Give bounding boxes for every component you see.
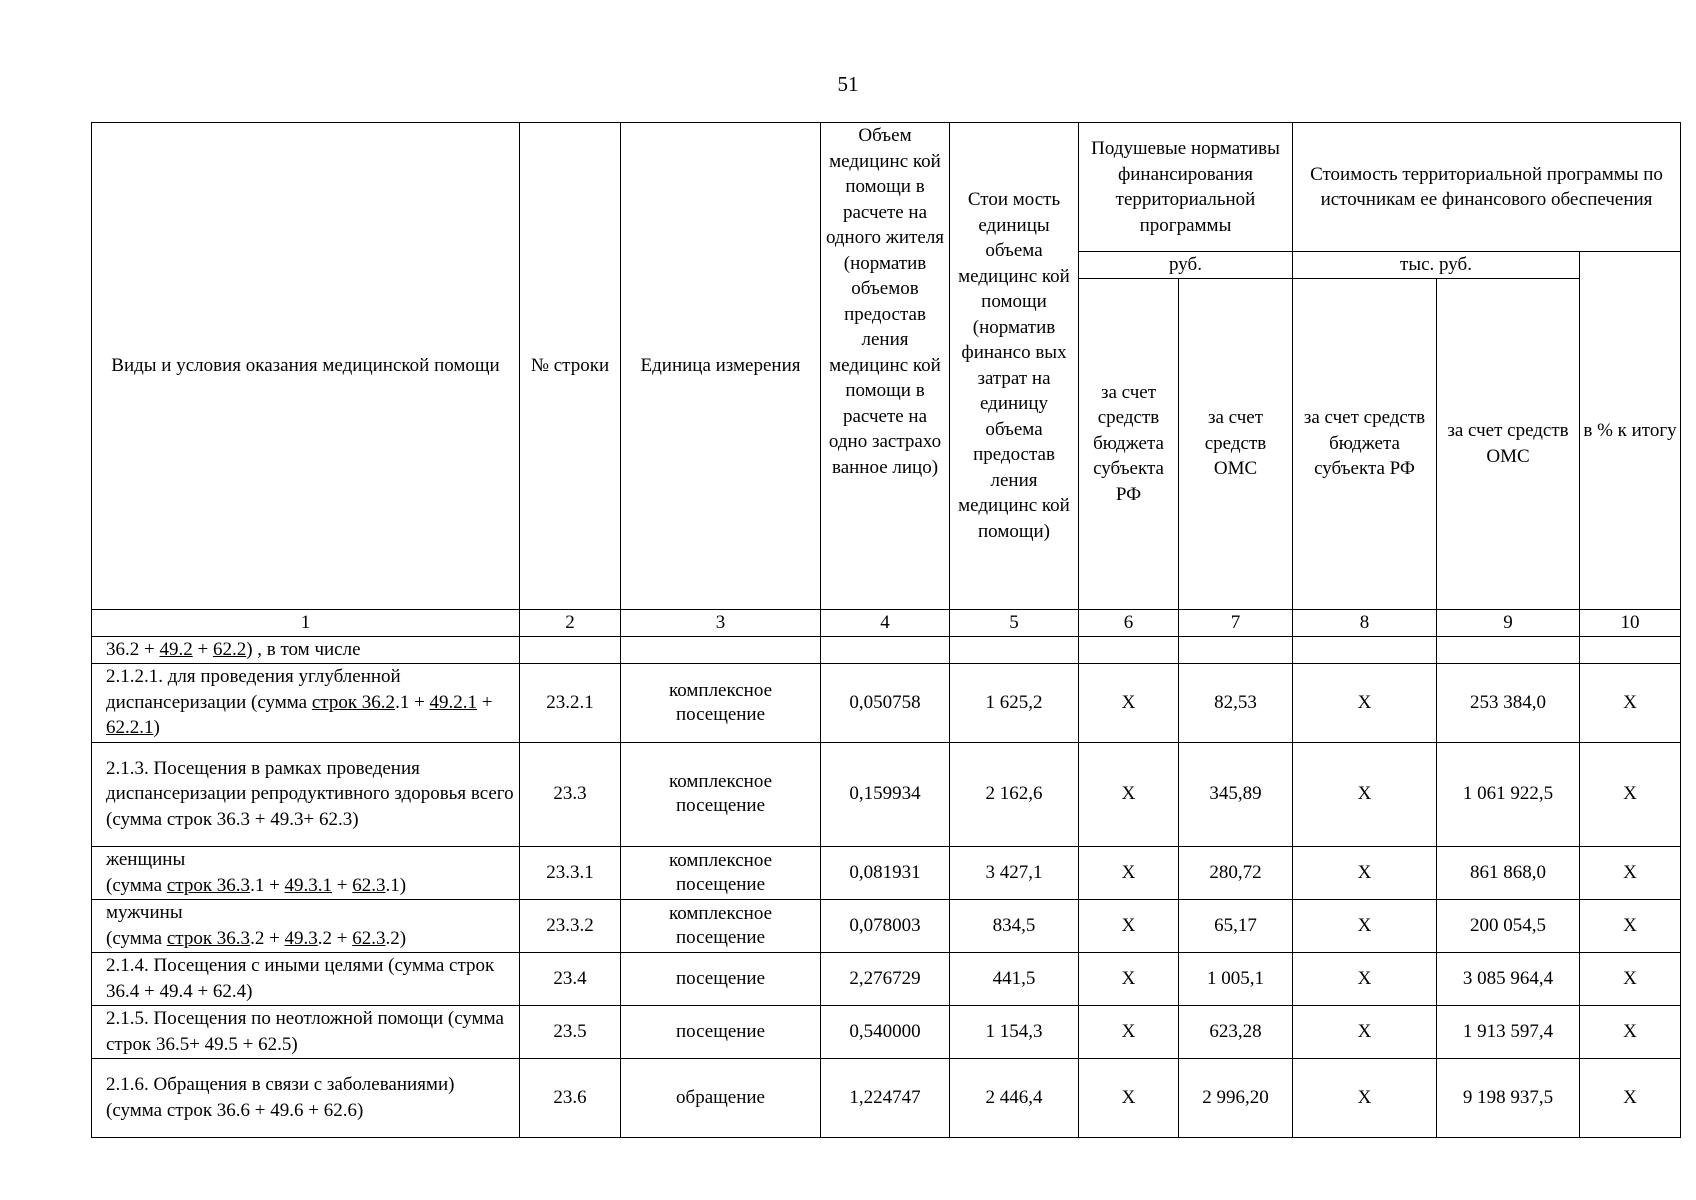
row-unit-cost: 2 446,4	[950, 1058, 1079, 1137]
row-budget-thous: Х	[1293, 952, 1437, 1005]
row-name: 2.1.3. Посещения в рамках проведения диспансеризации репродуктивного здоровья всего (сумма строк 36.3 + 49.3+ 62.3)	[92, 742, 520, 846]
row-volume: 0,081931	[821, 846, 950, 899]
column-number: 1	[92, 609, 520, 636]
row-oms-rub: 623,28	[1179, 1005, 1293, 1058]
row-budget-rub: Х	[1079, 742, 1179, 846]
row-name: женщины (сумма строк 36.3.1 + 49.3.1 + 62.3.1)	[92, 846, 520, 899]
row-percent: Х	[1580, 899, 1681, 952]
row-unit: посещение	[621, 1005, 821, 1058]
column-number: 9	[1437, 609, 1580, 636]
table-header	[92, 123, 1681, 610]
row-oms-rub: 280,72	[1179, 846, 1293, 899]
header-col-budget-rub: за счет средств бюджета субъекта РФ	[1079, 278, 1179, 609]
header-unit-thous-rub: тыс. руб.	[1293, 252, 1580, 279]
row-unit: посещение	[621, 952, 821, 1005]
table-row	[92, 952, 1681, 1005]
row-budget-rub: Х	[1079, 846, 1179, 899]
table-row	[92, 1005, 1681, 1058]
header-col-unit: Единица измерения	[621, 123, 821, 610]
row-budget-rub: Х	[1079, 899, 1179, 952]
row-percent: Х	[1580, 742, 1681, 846]
header-col-budget-thous: за счет средств бюджета субъекта РФ	[1293, 278, 1437, 609]
row-oms-thous: 3 085 964,4	[1437, 952, 1580, 1005]
row-oms-thous: 861 868,0	[1437, 846, 1580, 899]
row-name: 2.1.4. Посещения с иными целями (сумма строк 36.4 + 49.4 + 62.4)	[92, 952, 520, 1005]
row-budget-thous: Х	[1293, 899, 1437, 952]
column-number-row	[92, 609, 1681, 636]
row-unit: комплексное посещение	[621, 899, 821, 952]
row-name-continuation: 36.2 + 49.2 + 62.2) , в том числе	[92, 636, 520, 663]
row-oms-thous: 1 061 922,5	[1437, 742, 1580, 846]
row-budget-thous: Х	[1293, 1058, 1437, 1137]
row-oms-thous: 1 913 597,4	[1437, 1005, 1580, 1058]
row-unit-cost: 1 154,3	[950, 1005, 1079, 1058]
row-unit: обращение	[621, 1058, 821, 1137]
row-percent: Х	[1580, 846, 1681, 899]
row-volume: 0,050758	[821, 663, 950, 742]
header-col-percent: в % к итогу	[1580, 252, 1681, 610]
row-oms-rub: 82,53	[1179, 663, 1293, 742]
row-line-number: 23.3.1	[520, 846, 621, 899]
row-volume: 1,224747	[821, 1058, 950, 1137]
column-number: 10	[1580, 609, 1681, 636]
row-line-number: 23.6	[520, 1058, 621, 1137]
header-col-kind: Виды и условия оказания медицинской помощи	[92, 123, 520, 610]
row-name: мужчины (сумма строк 36.3.2 + 49.3.2 + 62.3.2)	[92, 899, 520, 952]
row-oms-rub: 345,89	[1179, 742, 1293, 846]
header-unit-rub: руб.	[1079, 252, 1293, 279]
row-budget-thous: Х	[1293, 846, 1437, 899]
row-name: 2.1.5. Посещения по неотложной помощи (сумма строк 36.5+ 49.5 + 62.5)	[92, 1005, 520, 1058]
row-line-number: 23.2.1	[520, 663, 621, 742]
row-unit: комплексное посещение	[621, 846, 821, 899]
row-line-number: 23.3	[520, 742, 621, 846]
row-unit-cost: 1 625,2	[950, 663, 1079, 742]
row-percent: Х	[1580, 952, 1681, 1005]
row-oms-rub: 2 996,20	[1179, 1058, 1293, 1137]
row-oms-thous: 253 384,0	[1437, 663, 1580, 742]
row-budget-thous: Х	[1293, 1005, 1437, 1058]
column-number: 8	[1293, 609, 1437, 636]
row-unit-cost: 441,5	[950, 952, 1079, 1005]
header-col-unit-cost: Стои мость единицы объема медицинс кой помощи (норматив финансо вых затрат на единицу объема предостав ления медицинс кой помощи)	[950, 123, 1079, 610]
row-unit: комплексное посещение	[621, 663, 821, 742]
table-row	[92, 742, 1681, 846]
row-oms-rub: 1 005,1	[1179, 952, 1293, 1005]
header-col-oms-thous: за счет средств ОМС	[1437, 278, 1580, 609]
row-oms-rub: 65,17	[1179, 899, 1293, 952]
row-name: 2.1.6. Обращения в связи с заболеваниями) (сумма строк 36.6 + 49.6 + 62.6)	[92, 1058, 520, 1137]
row-unit-cost: 2 162,6	[950, 742, 1079, 846]
table-row	[92, 846, 1681, 899]
row-percent: Х	[1580, 1005, 1681, 1058]
row-oms-thous: 200 054,5	[1437, 899, 1580, 952]
row-volume: 0,159934	[821, 742, 950, 846]
column-number: 2	[520, 609, 621, 636]
column-number: 3	[621, 609, 821, 636]
header-col-oms-rub: за счет средств ОМС	[1179, 278, 1293, 609]
table-row	[92, 899, 1681, 952]
row-unit-cost: 834,5	[950, 899, 1079, 952]
row-percent: Х	[1580, 1058, 1681, 1137]
table-row	[92, 663, 1681, 742]
row-oms-thous: 9 198 937,5	[1437, 1058, 1580, 1137]
table-body	[92, 609, 1681, 1137]
row-budget-rub: Х	[1079, 1005, 1179, 1058]
row-line-number: 23.3.2	[520, 899, 621, 952]
row-line-number: 23.4	[520, 952, 621, 1005]
column-number: 6	[1079, 609, 1179, 636]
column-number: 4	[821, 609, 950, 636]
row-unit-cost: 3 427,1	[950, 846, 1079, 899]
row-line-number: 23.5	[520, 1005, 621, 1058]
row-unit: комплексное посещение	[621, 742, 821, 846]
header-group-per-capita-norms: Подушевые нормативы финансирования территориальной программы	[1079, 123, 1293, 252]
row-name: 2.1.2.1. для проведения углубленной диспансеризации (сумма строк 36.2.1 + 49.2.1 + 62.2.1)	[92, 663, 520, 742]
row-budget-thous: Х	[1293, 742, 1437, 846]
table-row	[92, 1058, 1681, 1137]
row-budget-rub: Х	[1079, 1058, 1179, 1137]
page-number: 51	[837, 72, 859, 96]
row-volume: 0,078003	[821, 899, 950, 952]
financing-table	[91, 122, 1681, 1138]
header-col-volume: Объем медицинс кой помощи в расчете на одного жителя (норматив объемов предостав ления медицинс кой помощи в расчете на одно застрахо ванное лицо)	[821, 123, 950, 610]
row-volume: 2,276729	[821, 952, 950, 1005]
header-group-program-cost: Стоимость территориальной программы по источникам ее финансового обеспечения	[1293, 123, 1681, 252]
column-number: 7	[1179, 609, 1293, 636]
row-percent: Х	[1580, 663, 1681, 742]
row-volume: 0,540000	[821, 1005, 950, 1058]
row-budget-rub: Х	[1079, 663, 1179, 742]
table-row	[92, 636, 1681, 663]
row-budget-thous: Х	[1293, 663, 1437, 742]
column-number: 5	[950, 609, 1079, 636]
row-budget-rub: Х	[1079, 952, 1179, 1005]
header-col-line-number: № строки	[520, 123, 621, 610]
